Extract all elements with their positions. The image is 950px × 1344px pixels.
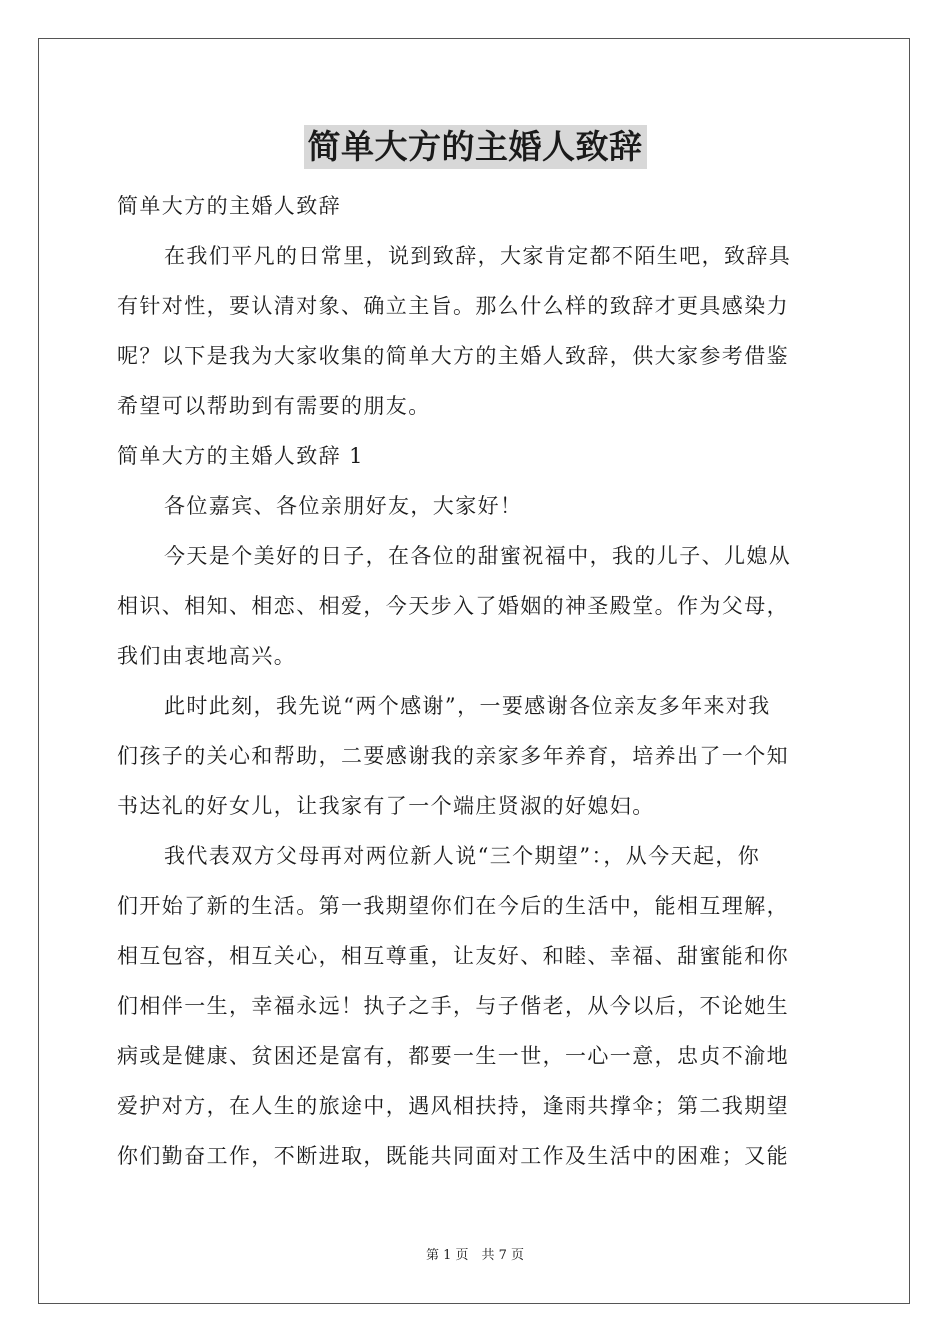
page-number-footer: 第 1 页 共 7 页 (425, 1248, 525, 1263)
document-body (117, 125, 833, 1181)
text-line: 各位嘉宾、各位亲朋好友，大家好！ (164, 494, 523, 518)
text-line: 希望可以帮助到有需要的朋友。 (117, 394, 431, 418)
paragraph (117, 181, 833, 231)
text-line: 相识、相知、相恋、相爱，今天步入了婚姻的神圣殿堂。作为父母， (117, 594, 789, 618)
text-line: 有针对性，要认清对象、确立主旨。那么什么样的致辞才更具感染力 (117, 294, 789, 318)
text-line: 此时此刻，我先说“两个感谢”，一要感谢各位亲友多年来对我 (164, 694, 771, 718)
paragraph-list (117, 181, 833, 1181)
text-line: 今天是个美好的日子，在各位的甜蜜祝福中，我的儿子、儿媳从 (164, 544, 792, 568)
paragraph (117, 231, 833, 431)
text-line: 相互包容，相互关心，相互尊重，让友好、和睦、幸福、甜蜜能和你 (117, 944, 789, 968)
title-container (117, 125, 833, 171)
text-line: 我们由衷地高兴。 (117, 644, 297, 668)
text-line: 简单大方的主婚人致辞 (117, 194, 341, 218)
text-line: 你们勤奋工作，不断进取，既能共同面对工作及生活中的困难；又能 (117, 1144, 789, 1168)
paragraph (117, 681, 833, 831)
paragraph (117, 531, 833, 681)
paragraph (117, 831, 833, 1181)
text-line: 书达礼的好女儿，让我家有了一个端庄贤淑的好媳妇。 (117, 794, 655, 818)
text-line: 病或是健康、贫困还是富有，都要一生一世，一心一意，忠贞不渝地 (117, 1044, 789, 1068)
text-line: 们相伴一生，幸福永远！执子之手，与子偕老，从今以后，不论她生 (117, 994, 789, 1018)
text-line: 爱护对方，在人生的旅途中，遇风相扶持，逢雨共撑伞；第二我期望 (117, 1094, 789, 1118)
paragraph (117, 481, 833, 531)
text-line: 简单大方的主婚人致辞 1 (117, 444, 364, 468)
document-title: 简单大方的主婚人致辞 (304, 125, 647, 169)
text-line: 们孩子的关心和帮助，二要感谢我的亲家多年养育，培养出了一个知 (117, 744, 789, 768)
text-line: 们开始了新的生活。第一我期望你们在今后的生活中，能相互理解， (117, 894, 789, 918)
text-line: 呢？以下是我为大家收集的简单大方的主婚人致辞，供大家参考借鉴 (117, 344, 789, 368)
paragraph (117, 431, 833, 481)
text-line: 在我们平凡的日常里，说到致辞，大家肯定都不陌生吧，致辞具 (164, 244, 792, 268)
text-line: 我代表双方父母再对两位新人说“三个期望”：，从今天起，你 (164, 844, 761, 868)
